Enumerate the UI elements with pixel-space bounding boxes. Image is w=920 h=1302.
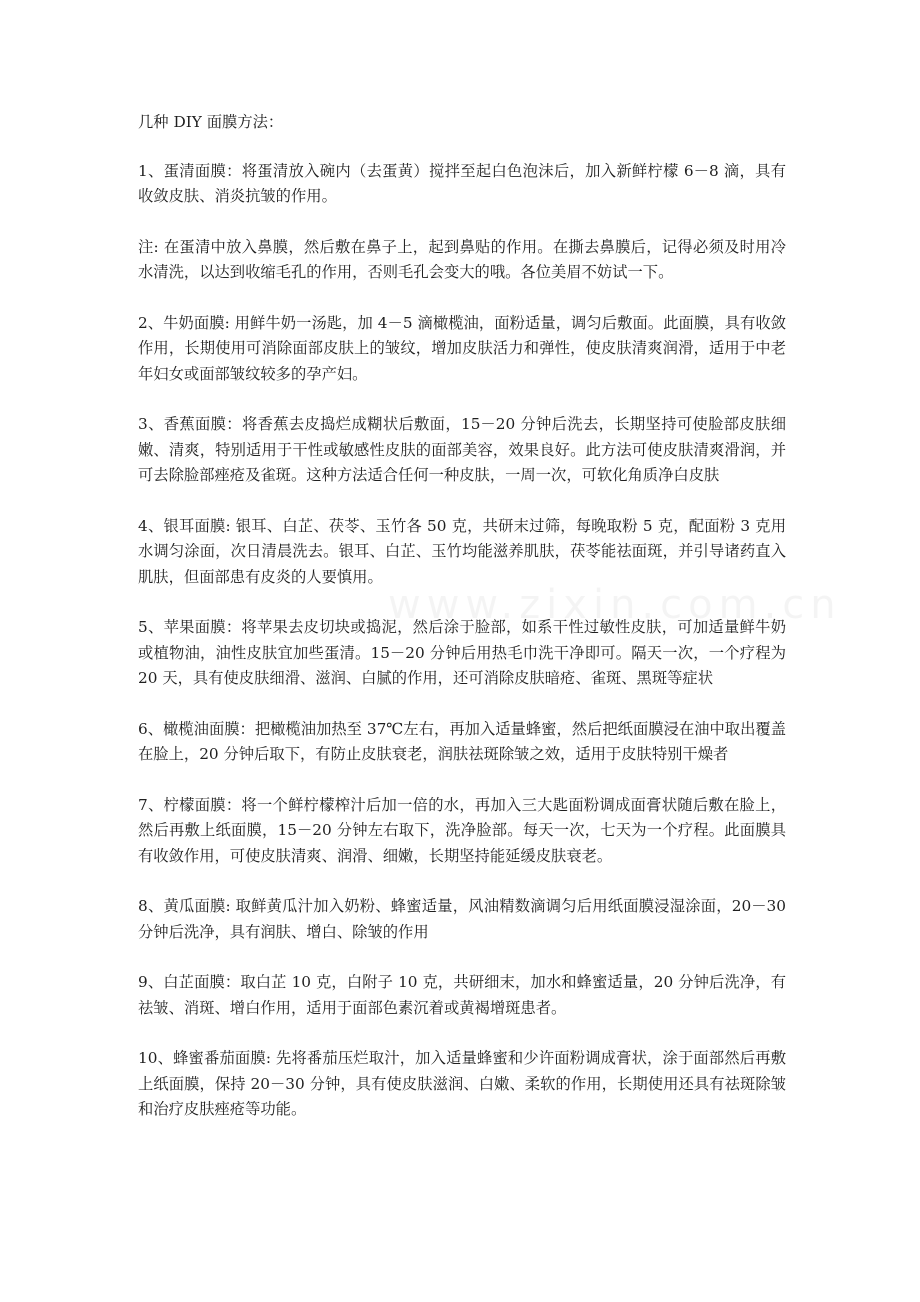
paragraph-tremella-mask: 4、银耳面膜: 银耳、白芷、茯苓、玉竹各 50 克，共研末过筛，每晚取粉 5 克，配面粉 3 克用水调匀涂面，次日清晨洗去。银耳、白芷、玉竹均能滋养肌肤，茯苓能祛面斑，并引导诸药直入肌肤，但面部患有皮炎的人要慎用。: [138, 516, 786, 586]
paragraph-olive-oil-mask: 6、橄榄油面膜：把橄榄油加热至 37℃左右，再加入适量蜂蜜，然后把纸面膜浸在油中取出覆盖在脸上，20 分钟后取下，有防止皮肤衰老，润肤祛斑除皱之效，适用于皮肤特别干燥者: [138, 719, 786, 763]
paragraph-banana-mask: 3、香蕉面膜：将香蕉去皮捣烂成糊状后敷面，15－20 分钟后洗去，长期坚持可使脸部皮肤细嫩、清爽，特别适用于干性或敏感性皮肤的面部美容，效果良好。此方法可使皮肤清爽滑润，并可去除脸部痤疮及雀斑。这种方法适合任何一种皮肤，一周一次，可软化角质净白皮肤: [138, 415, 786, 484]
paragraph-apple-mask: 5、苹果面膜：将苹果去皮切块或捣泥，然后涂于脸部，如系干性过敏性皮肤，可加适量鲜牛奶或植物油，油性皮肤宜加些蛋清。15－20 分钟后用热毛巾洗干净即可。隔天一次，一个疗程为 20 天，具有使皮肤细滑、滋润、白腻的作用，还可消除皮肤暗疮、雀斑、黑斑等症状: [138, 618, 786, 687]
paragraph-cucumber-mask: 8、黄瓜面膜: 取鲜黄瓜汁加入奶粉、蜂蜜适量，风油精数滴调匀后用纸面膜浸湿涂面，20－30 分钟后洗净，具有润肤、增白、除皱的作用: [138, 897, 786, 941]
document-body: [138, 110, 786, 1148]
paragraph-milk-mask: 2、牛奶面膜: 用鲜牛奶一汤匙，加 4－5 滴橄榄油，面粉适量，调匀后敷面。此面膜，具有收敛作用，长期使用可消除面部皮肤上的皱纹，增加皮肤活力和弹性，使皮肤清爽润滑，适用于中老年妇女或面部皱纹较多的孕产妇。: [138, 313, 786, 383]
paragraph-lemon-mask: 7、柠檬面膜：将一个鲜柠檬榨汁后加一倍的水，再加入三大匙面粉调成面膏状随后敷在脸上，然后再敷上纸面膜，15－20 分钟左右取下，洗净脸部。每天一次，七天为一个疗程。此面膜具有收敛作用，可使皮肤清爽、润滑、细嫩，长期坚持能延缓皮肤衰老。: [138, 795, 786, 865]
document-title: 几种 DIY 面膜方法：: [138, 113, 284, 131]
paragraph-egg-white-mask: 1、蛋清面膜：将蛋清放入碗内（去蛋黄）搅拌至起白色泡沫后，加入新鲜柠檬 6－8 滴，具有收敛皮肤、消炎抗皱的作用。: [138, 161, 786, 205]
paragraph-honey-tomato-mask: 10、蜂蜜番茄面膜: 先将番茄压烂取汁，加入适量蜂蜜和少许面粉调成膏状，涂于面部然后再敷上纸面膜，保持 20－30 分钟，具有使皮肤滋润、白嫩、柔软的作用，长期使用还具有祛斑除皱和治疗皮肤痤疮等功能。: [138, 1049, 786, 1118]
paragraph-note: 注: 在蛋清中放入鼻膜，然后敷在鼻子上，起到鼻贴的作用。在撕去鼻膜后，记得必须及时用冷水清洗，以达到收缩毛孔的作用，否则毛孔会变大的哦。各位美眉不妨试一下。: [138, 237, 786, 281]
paragraph-angelica-mask: 9、白芷面膜：取白芷 10 克，白附子 10 克，共研细末，加水和蜂蜜适量，20 分钟后洗净，有祛皱、消斑、增白作用，适用于面部色素沉着或黄褐增斑患者。: [138, 973, 786, 1017]
